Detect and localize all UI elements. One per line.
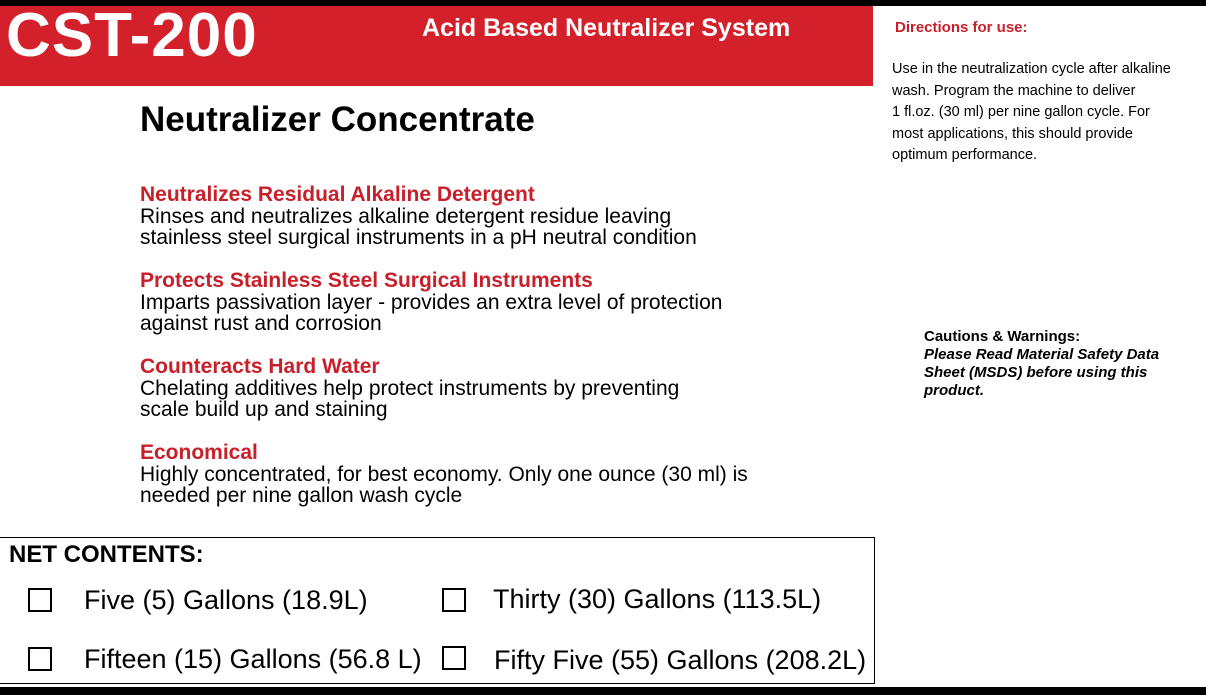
cautions-heading: Cautions & Warnings: [924, 328, 1081, 345]
feature-line: stainless steel surgical instruments in a pH neutral condition [140, 226, 697, 249]
feature-line: Chelating additives help protect instruments by preventing [140, 377, 680, 400]
directions-text [892, 59, 1197, 167]
directions-line: wash. Program the machine to deliver [892, 82, 1136, 99]
cautions-line: Sheet (MSDS) before using this [924, 364, 1148, 381]
cautions-line: product. [924, 382, 984, 399]
checkbox-thirty-gallons[interactable] [442, 588, 466, 612]
option-label-thirty-gallons: Thirty (30) Gallons (113.5L) [493, 584, 822, 614]
feature-block [140, 442, 860, 506]
feature-heading: Protects Stainless Steel Surgical Instruments [140, 269, 593, 292]
directions-line: most applications, this should provide [892, 125, 1133, 142]
product-code: CST-200 [6, 1, 258, 70]
directions-line: Use in the neutralization cycle after alkaline [892, 61, 1171, 77]
directions-heading: Directions for use: [895, 19, 1028, 36]
feature-line: Rinses and neutralizes alkaline detergent residue leaving [140, 205, 672, 228]
feature-line: Imparts passivation layer - provides an extra level of protection [140, 291, 723, 314]
directions-line: 1 fl.oz. (30 ml) per nine gallon cycle. For [892, 104, 1150, 120]
cautions-block [924, 328, 1184, 400]
bottom-rule [0, 687, 1206, 695]
feature-line: scale build up and staining [140, 398, 388, 421]
option-label-five-gallons: Five (5) Gallons (18.9L) [84, 585, 368, 615]
cautions-line: Please Read Material Safety Data [924, 346, 1160, 363]
directions-line: optimum performance. [892, 147, 1038, 163]
feature-block [140, 356, 860, 420]
checkbox-five-gallons[interactable] [28, 588, 52, 612]
option-label-fifty-five-gallons: Fifty Five (55) Gallons (208.2L) [494, 645, 867, 675]
feature-heading: Neutralizes Residual Alkaline Detergent [140, 183, 535, 206]
feature-line: Highly concentrated, for best economy. Only one ounce (30 ml) is [140, 463, 748, 486]
checkbox-fifty-five-gallons[interactable] [442, 646, 466, 670]
checkbox-fifteen-gallons[interactable] [28, 647, 52, 671]
feature-line: against rust and corrosion [140, 312, 382, 335]
feature-heading: Counteracts Hard Water [140, 355, 380, 378]
header-banner [0, 1, 873, 86]
feature-heading: Economical [140, 441, 258, 464]
product-title: Neutralizer Concentrate [140, 100, 535, 139]
system-name: Acid Based Neutralizer System [422, 14, 791, 42]
feature-block [140, 184, 860, 248]
feature-line: needed per nine gallon wash cycle [140, 484, 463, 507]
feature-block [140, 270, 860, 334]
net-contents-title: NET CONTENTS: [9, 541, 204, 568]
option-label-fifteen-gallons: Fifteen (15) Gallons (56.8 L) [84, 644, 422, 674]
